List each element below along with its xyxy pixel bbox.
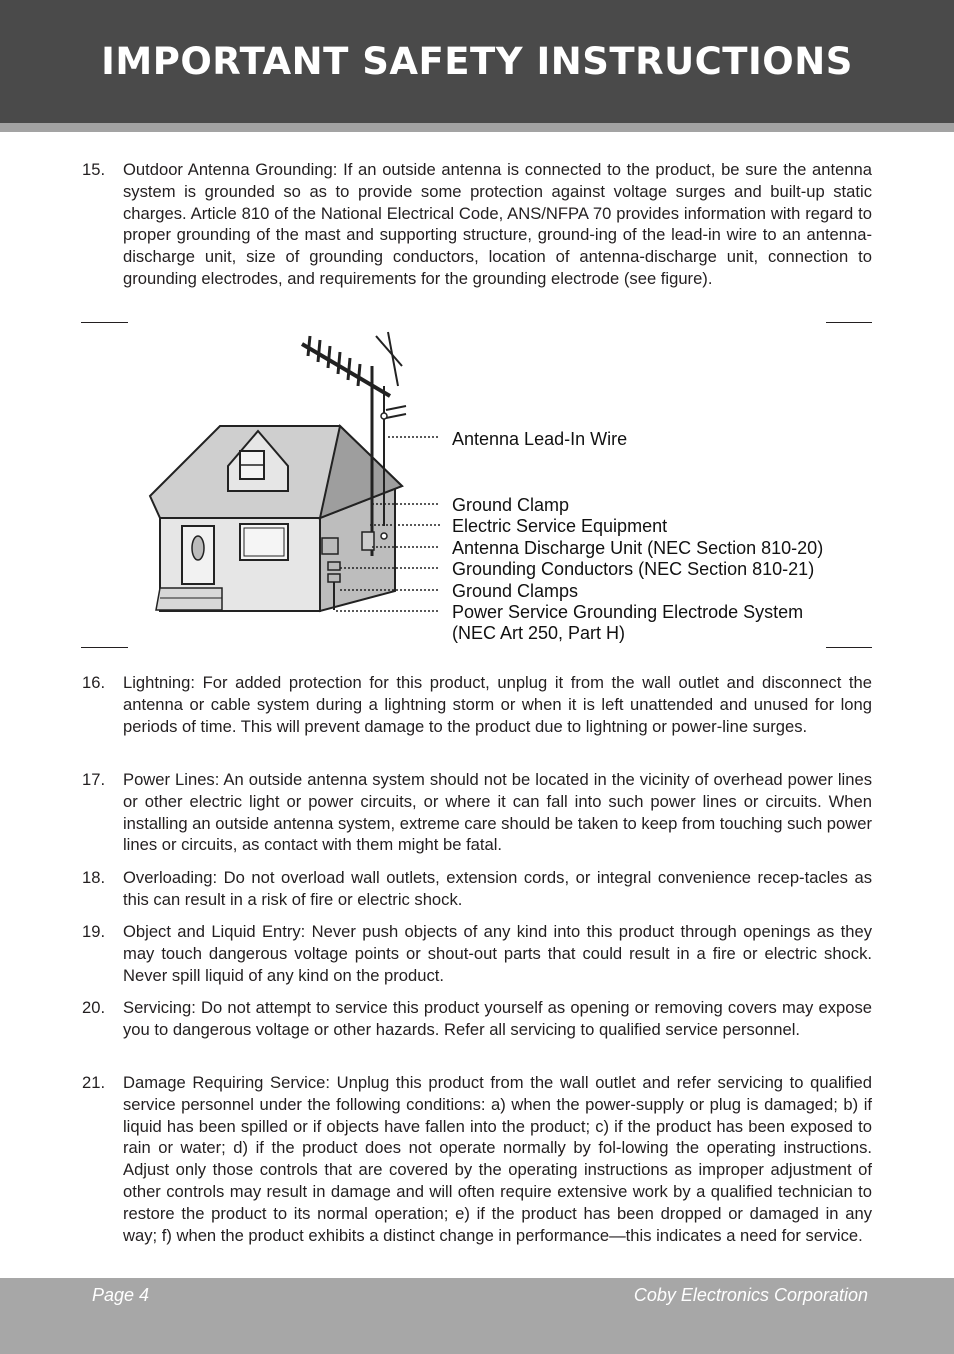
list-item (80, 672, 872, 737)
label-ground-clamp: Ground Clamp (452, 495, 570, 515)
figure-rule-top-left (81, 322, 128, 323)
list-item (80, 769, 872, 856)
item-text: Servicing: Do not attempt to service this product yourself as opening or removing covers may expose you to dangerous voltage or other hazards. Refer all servicing to qualified service personnel. (123, 998, 872, 1039)
list-item (80, 867, 872, 911)
antenna-grounding-figure (140, 326, 840, 650)
header-strip (0, 123, 954, 132)
item-number: 18. (82, 868, 106, 887)
item-number: 15. (82, 160, 106, 179)
item-number: 21. (82, 1073, 106, 1092)
item-text: Lightning: For added protection for this product, unplug it from the wall outlet and disconnect the antenna or cable system during a lightning storm or when it is left unattended and unused for long periods of time. This will prevent damage to the product due to lightning or power-line surges. (123, 673, 872, 736)
figure-rule-bottom-left (81, 647, 128, 648)
label-power-service-line2: (NEC Art 250, Part H) (452, 623, 626, 643)
page-number: Page 4 (92, 1285, 150, 1305)
item-number: 16. (82, 673, 106, 692)
company-name: Coby Electronics Corporation (633, 1285, 868, 1305)
label-discharge-unit: Antenna Discharge Unit (NEC Section 810-20) (452, 538, 824, 558)
house-illustration (150, 426, 402, 611)
list-item (80, 921, 872, 986)
list-item (80, 159, 872, 290)
item-text: Object and Liquid Entry: Never push objects of any kind into this product through openings as they may touch dangerous voltage points or shout-out parts that could result in a fire or electric shock. Never spill liquid of any kind on the product. (123, 922, 872, 985)
item-number: 20. (82, 998, 106, 1017)
label-ground-clamps: Ground Clamps (452, 581, 579, 601)
item-number: 19. (82, 922, 106, 941)
item-text: Outdoor Antenna Grounding: If an outside antenna is connected to the product, be sure the antenna system is grounded so as to provide some protection against voltage surges and built-up static charges. Article 810 of the National Electrical Code, ANS/NFPA 70 provides information with regard to proper grounding of the mast and supporting structure, ground-ing of the lead-in wire to an antenna-discharge unit, size of grounding conductors, location of antenna-discharge unit, connection to grounding electrodes, and requirements for the grounding electrode (see figure). (123, 160, 872, 288)
item-text: Overloading: Do not overload wall outlets, extension cords, or integral convenience recep-tacles as this can result in a risk of fire or electric shock. (123, 868, 872, 909)
item-text: Damage Requiring Service: Unplug this product from the wall outlet and refer servicing to qualified service personnel under the following conditions: a) when the power-supply or plug is damaged; b) if liquid has been spilled or if objects have fallen into the product; c) if the product has been exposed to rain or water; d) if the product does not operate normally by fol-lowing the operating instructions. Adjust only those controls that are covered by the operating instructions as improper adjustment of other controls may result in damage and will often require extensive work by a qualified technician to restore the product to its normal operation; e) if the product has been dropped or damaged in any way; f) when the product exhibits a distinct change in performance—this indicates a need for service. (123, 1073, 872, 1245)
item-number: 17. (82, 770, 106, 789)
page-title: IMPORTANT SAFETY INSTRUCTIONS (101, 40, 853, 83)
label-electric-service: Electric Service Equipment (452, 516, 668, 536)
label-lead-in-wire: Antenna Lead-In Wire (452, 429, 628, 449)
label-power-service-line1: Power Service Grounding Electrode System (452, 602, 804, 622)
label-grounding-conductors: Grounding Conductors (NEC Section 810-21) (452, 559, 815, 579)
figure-rule-top-right (826, 322, 872, 323)
list-item (80, 997, 872, 1041)
page-footer (0, 1278, 954, 1354)
item-text: Power Lines: An outside antenna system should not be located in the vicinity of overhead power lines or other electric light or power circuits, or where it can fall into such power lines or circuits. When installing an outside antenna system, extreme care should be taken to keep from touching such power lines or circuits, as contact with them might be fatal. (123, 770, 872, 855)
list-item (80, 1072, 872, 1246)
